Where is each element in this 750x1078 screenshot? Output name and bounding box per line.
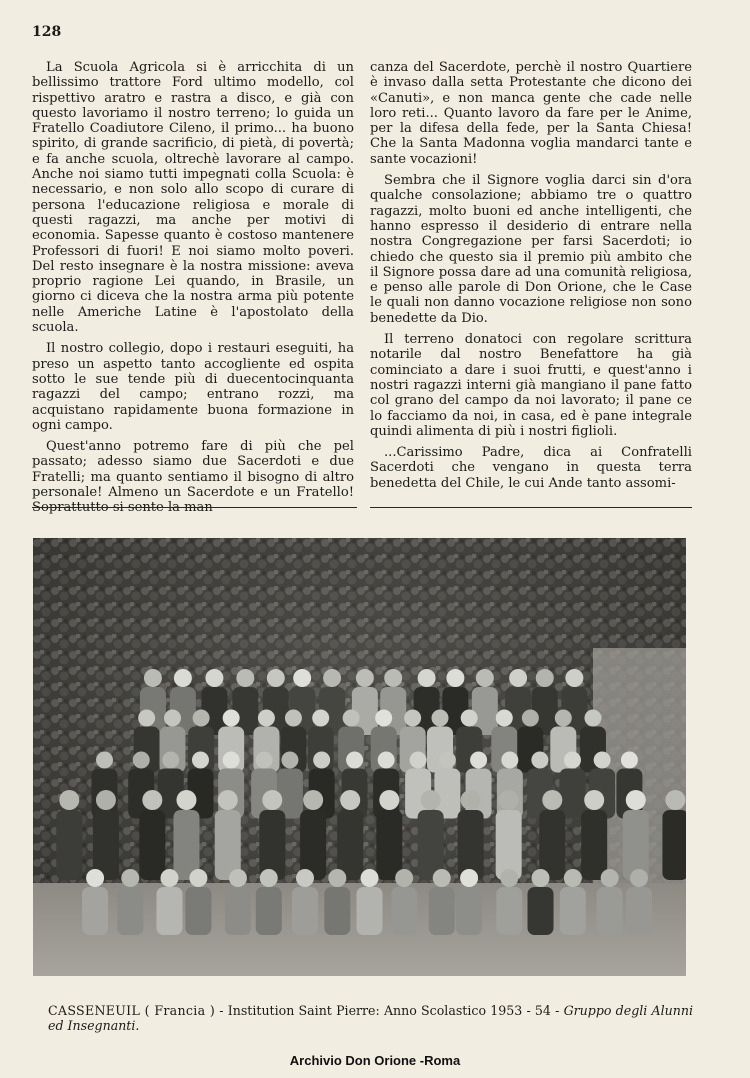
caption-place: CASSENEUIL ( Francia ) — [48, 1003, 216, 1018]
person-body — [82, 887, 108, 935]
article-paragraph: canza del Sacerdote, perchè il nostro Quartiere è invaso dalla setta Protestante che dicono dei «Canuti», e non manca gente che cade nelle loro reti... Quanto lavoro da fare per le Anime, per la difesa della fede, per la Santa Chiesa! Che la Santa Madonna voglia mandarci tante e sante vocazioni! — [370, 60, 692, 167]
person-head — [205, 669, 223, 687]
article-column-right — [370, 60, 692, 497]
person-head — [410, 752, 427, 769]
person-head — [160, 869, 178, 887]
person-head — [296, 869, 314, 887]
person-head — [218, 790, 238, 810]
person-body — [337, 810, 363, 880]
person-head — [418, 669, 436, 687]
person-head — [522, 710, 539, 727]
group-photo — [33, 538, 686, 976]
archive-footer: Archivio Don Orione -Roma — [289, 1053, 461, 1068]
section-divider — [370, 507, 692, 508]
person-body — [376, 810, 402, 880]
person-body — [56, 810, 82, 880]
person-head — [328, 869, 346, 887]
person-body — [259, 810, 285, 880]
person-head — [565, 669, 583, 687]
person-body — [559, 769, 585, 819]
person-head — [142, 790, 162, 810]
person-head — [564, 752, 581, 769]
person-head — [267, 669, 285, 687]
caption-description: - Institution Saint Pierre: Anno Scolastico 1953 - 54 - — [215, 1003, 564, 1018]
photo-caption — [48, 1003, 693, 1033]
person-head — [121, 869, 139, 887]
article-paragraph: Il terreno donatoci con regolare scrittura notarile dal nostro Benefattore ha già cominciato a dare i suoi frutti, e quest'anno i nostri ragazzi interni già mangiano il pane fatto col grano del campo da noi lavorato; il pane ce lo facciamo da noi, in casa, ed è pane integrale quindi alimenta di più i nostri figlioli. — [370, 332, 692, 439]
person-head — [532, 869, 550, 887]
person-head — [555, 710, 572, 727]
person-body — [429, 887, 455, 935]
person-head — [323, 669, 341, 687]
person-head — [421, 790, 441, 810]
person-body — [623, 810, 649, 880]
person-body — [626, 887, 652, 935]
person-body — [597, 887, 623, 935]
person-head — [229, 869, 247, 887]
person-head — [439, 752, 456, 769]
article-column-left — [32, 60, 354, 522]
person-head — [496, 710, 513, 727]
person-body — [292, 887, 318, 935]
person-head — [59, 790, 79, 810]
person-head — [285, 710, 302, 727]
person-head — [621, 752, 638, 769]
person-head — [433, 869, 451, 887]
person-body — [139, 810, 165, 880]
person-head — [281, 752, 298, 769]
person-head — [379, 790, 399, 810]
person-head — [432, 710, 449, 727]
person-head — [501, 752, 518, 769]
person-head — [193, 710, 210, 727]
person-body — [662, 810, 686, 880]
person-head — [500, 869, 518, 887]
article-paragraph: La Scuola Agricola si è arricchita di un bellissimo trattore Ford ultimo modello, col rispettivo aratro e rastra a disco, e già con questo lavoriamo il nostro terreno; lo guida un Fratello Coadiutore Cileno, il primo... ha buono spirito, di grande sacrificio, di pietà, di povertà; e fa anche scuola, oltrechè lavorare al campo. Anche noi siamo tutti impegnati colla Scuola: è necessario, e non solo allo scopo di curare di persona l'educazione religiosa e morale di questi ragazzi, ma anche per motivi di economia. Sapesse quanto è costoso mantenere Professori di fuori! E noi siamo molto poveri. Del resto insegnare è la nostra missione: aveva proprio ragione Lei quando, in Brasile, un giorno ci diceva che la nostra arma più potente nelle Americhe Latine è l'apostolato della scuola. — [32, 60, 354, 336]
person-head — [536, 669, 554, 687]
person-head — [630, 869, 648, 887]
person-head — [260, 869, 278, 887]
person-body — [185, 887, 211, 935]
person-head — [531, 752, 548, 769]
person-head — [343, 710, 360, 727]
article-paragraph: Quest'anno potremo fare di più che pel passato; adesso siamo due Sacerdoti e due Fratelli; ma quanto sentiamo il bisogno di altro personale! Almeno un Sacerdote e un Fratello! Soprattutto si sente la man- — [32, 439, 354, 516]
person-body — [528, 887, 554, 935]
person-head — [446, 669, 464, 687]
person-head — [346, 752, 363, 769]
person-head — [384, 669, 402, 687]
article-paragraph: Sembra che il Signore voglia darci sin d'ora qualche consolazione; abbiamo tre o quattro ragazzi, molto buoni ed anche intelligenti, che hanno espresso il desiderio di entrare nella nostra Congregazione per farsi Sacerdoti; io chiedo che questo sia il premio più ambito che il Signore possa dare ad una comunità religiosa, e penso alle parole di Don Orione, che le Case le quali non danno vocazione religiose non sono benedette da Dio. — [370, 173, 692, 326]
person-head — [312, 710, 329, 727]
person-head — [460, 869, 478, 887]
person-head — [162, 752, 179, 769]
article-paragraph: Il nostro collegio, dopo i restauri eseguiti, ha preso un aspetto tanto accogliente ed ospita sotto le sue tende più di duecentocinquanta ragazzi del campo; entrano rozzi, ma acquistano rapidamente buona formazione in ogni campo. — [32, 341, 354, 433]
person-head — [361, 869, 379, 887]
person-head — [356, 669, 374, 687]
person-head — [223, 752, 240, 769]
person-head — [584, 710, 601, 727]
person-body — [391, 887, 417, 935]
person-body — [496, 887, 522, 935]
person-head — [303, 790, 323, 810]
person-head — [509, 669, 527, 687]
person-head — [601, 869, 619, 887]
person-head — [86, 869, 104, 887]
person-head — [164, 710, 181, 727]
person-head — [375, 710, 392, 727]
person-head — [174, 669, 192, 687]
person-head — [340, 790, 360, 810]
person-head — [192, 752, 209, 769]
person-head — [256, 752, 273, 769]
person-head — [499, 790, 519, 810]
page-number: 128 — [32, 24, 62, 40]
person-head — [236, 669, 254, 687]
person-head — [144, 669, 162, 687]
person-body — [357, 887, 383, 935]
section-divider — [32, 507, 357, 508]
person-head — [96, 790, 116, 810]
person-head — [395, 869, 413, 887]
person-head — [542, 790, 562, 810]
caption-italic: Gruppo degli Alunni ed Insegnanti. — [48, 1003, 693, 1033]
person-head — [461, 710, 478, 727]
person-head — [293, 669, 311, 687]
article-paragraph: ...Carissimo Padre, dica ai Confratelli Sacerdoti che vengano in questa terra benedetta del Chile, le cui Ande tanto assomi- — [370, 445, 692, 491]
person-head — [378, 752, 395, 769]
person-head — [133, 752, 150, 769]
person-body — [156, 887, 182, 935]
person-head — [470, 752, 487, 769]
person-head — [176, 790, 196, 810]
person-head — [313, 752, 330, 769]
person-body — [581, 810, 607, 880]
group-photo-image — [33, 538, 686, 976]
person-head — [189, 869, 207, 887]
person-head — [594, 752, 611, 769]
person-head — [626, 790, 646, 810]
person-head — [138, 710, 155, 727]
person-body — [324, 887, 350, 935]
person-body — [456, 887, 482, 935]
person-head — [461, 790, 481, 810]
person-head — [404, 710, 421, 727]
person-body — [560, 887, 586, 935]
person-head — [223, 710, 240, 727]
person-head — [96, 752, 113, 769]
person-head — [564, 869, 582, 887]
person-head — [665, 790, 685, 810]
person-body — [117, 887, 143, 935]
person-head — [584, 790, 604, 810]
person-body — [256, 887, 282, 935]
person-body — [225, 887, 251, 935]
person-head — [262, 790, 282, 810]
person-head — [258, 710, 275, 727]
person-head — [476, 669, 494, 687]
